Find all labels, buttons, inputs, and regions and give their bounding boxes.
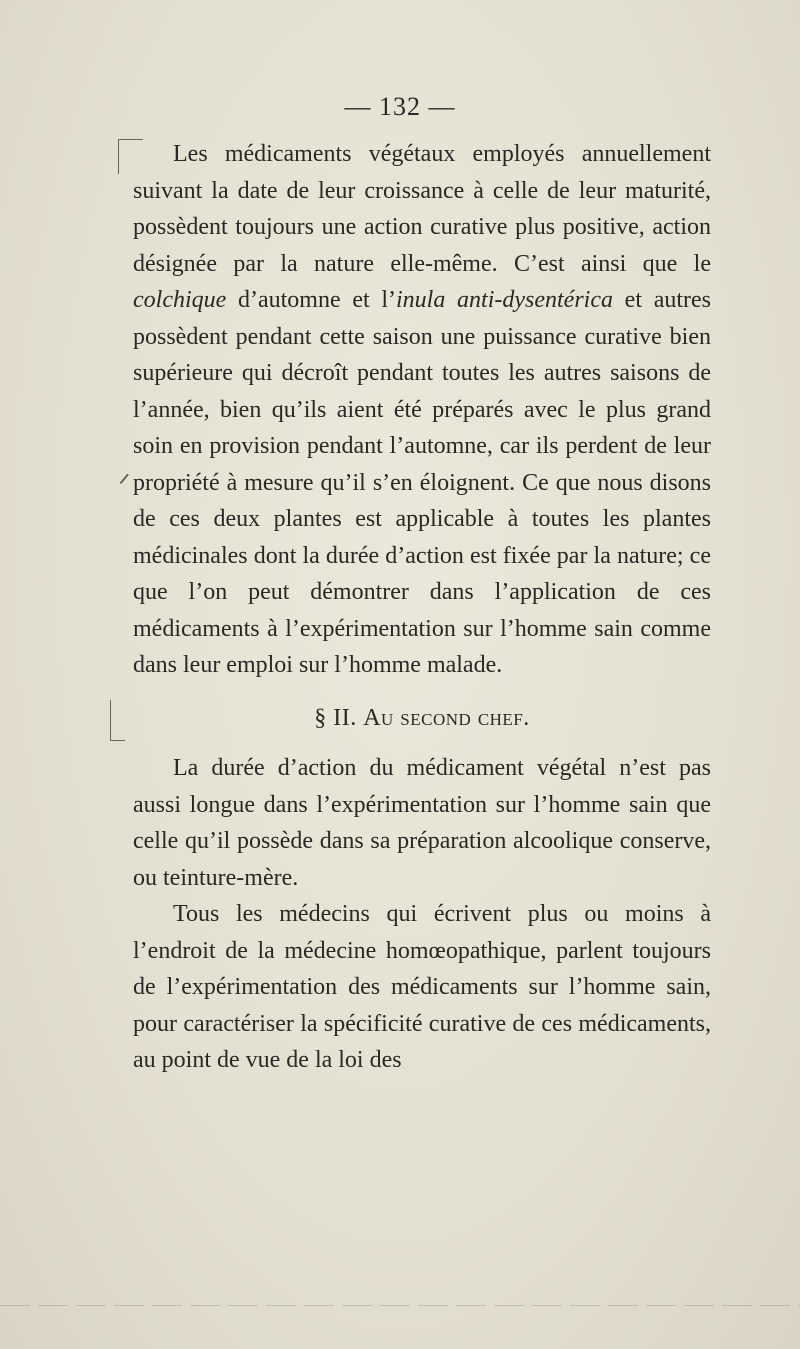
body-text (133, 136, 711, 1079)
page-edge-shadow (0, 1305, 800, 1306)
section-heading (133, 700, 711, 737)
paragraph-1-italic-inula: inula anti-dysentérica (396, 287, 613, 313)
margin-bracket-bottom (110, 700, 125, 741)
paragraph-1-part-b: d’automne et l’ (226, 287, 396, 313)
paragraph-1-part-a: Les médicaments végétaux employés annuellement suivant la date de leur croissance à celle de leur maturité, possèdent toujours une action curative plus positive, action désignée par la nature elle-même. C’est ainsi que le (133, 141, 711, 277)
paragraph-1-part-c: et autres possèdent pendant cette saison une puissance curative bien supérieure qui décroît pendant toutes les autres saisons de l’année, bien qu’ils aient été préparés avec le plus grand soin en provision pendant l’automne, car ils perdent de leur propriété à mesure qu’il s’en éloignent. Ce que nous disons de ces deux plantes est applicable à toutes les plantes médicinales dont la durée d’action est fixée par la nature; ce que l’on peut démontrer dans l’application de ces médicaments à l’expérimentation sur l’homme sain comme dans leur emploi sur l’homme malade. (133, 287, 711, 678)
paragraph-1 (133, 136, 711, 684)
margin-tick-mark (120, 474, 129, 484)
paragraph-1-italic-colchique: colchique (133, 287, 227, 313)
section-heading-number: § II. (314, 704, 364, 731)
page-number: — 132 — (344, 92, 456, 121)
section-heading-title: Au second chef. (363, 704, 530, 731)
paragraph-3: Tous les médecins qui écrivent plus ou moins à l’endroit de la médecine homœopathique, parlent toujours de l’expérimentation des médicaments sur l’homme sain, pour caractériser la spécificité curative de ces médicaments, au point de vue de la loi des (133, 901, 711, 1073)
paragraph-2: La durée d’action du médicament végétal n’est pas aussi longue dans l’expérimentation sur l’homme sain que celle qu’il possède dans sa préparation alcoolique conserve, ou teinture-mère. (133, 755, 711, 891)
